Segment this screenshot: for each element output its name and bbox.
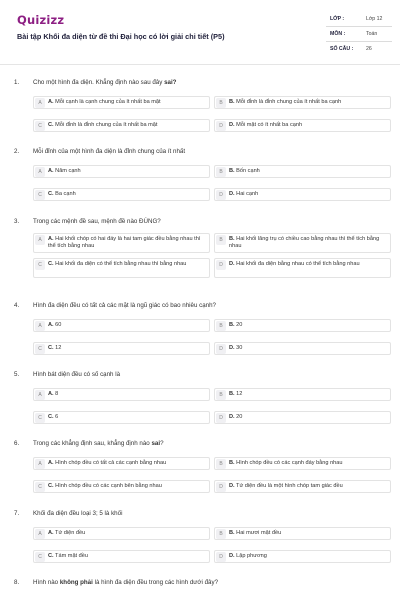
option-label: B.: [229, 236, 235, 242]
answer-option-a[interactable]: [33, 527, 210, 540]
answer-option-a[interactable]: [33, 233, 210, 253]
option-label: A.: [48, 99, 54, 105]
option-letter-badge: C: [35, 482, 45, 492]
option-letter-badge: A: [35, 459, 45, 469]
option-letter-badge: A: [35, 529, 45, 539]
meta-class: [326, 12, 392, 26]
option-letter-badge: A: [35, 167, 45, 177]
option-letter-badge: C: [35, 413, 45, 423]
option-body: Tứ diện đều: [55, 530, 86, 536]
option-body: Tám mặt đều: [55, 553, 89, 559]
option-letter-badge: C: [35, 552, 45, 562]
option-body: 6: [55, 414, 59, 420]
question-number: 3.: [14, 218, 20, 225]
question-text-part: Khối đa diện đều loại 3; 5 là khối: [33, 510, 123, 517]
option-body: Năm cạnh: [55, 168, 81, 174]
answer-option-c[interactable]: [33, 258, 210, 278]
question-text-part: Hình nào: [33, 579, 60, 586]
question-text-part: Hình đa diện đều có tất cả các mặt là ngũ giác có bao nhiêu cạnh?: [33, 302, 216, 309]
option-letter-badge: D: [216, 552, 226, 562]
answer-option-b[interactable]: [214, 527, 391, 540]
option-text: [48, 322, 205, 329]
option-text: [229, 530, 386, 537]
answer-option-a[interactable]: [33, 319, 210, 332]
option-body: Mỗi mặt có ít nhất ba cạnh: [236, 122, 303, 128]
meta-count: [326, 42, 392, 56]
option-label: C.: [48, 191, 54, 197]
question-number: 8.: [14, 579, 20, 586]
answer-option-a[interactable]: [33, 165, 210, 178]
option-text: [229, 261, 386, 268]
option-label: B.: [229, 530, 235, 536]
meta-count-label: SỐ CÂU :: [330, 46, 354, 52]
option-letter-badge: B: [216, 390, 226, 400]
option-text: [48, 191, 205, 198]
option-label: B.: [229, 460, 235, 466]
answer-option-d[interactable]: [214, 258, 391, 278]
option-text: [229, 414, 386, 421]
option-text: [48, 122, 205, 129]
answer-option-b[interactable]: [214, 165, 391, 178]
option-letter-badge: C: [35, 121, 45, 131]
option-label: A.: [48, 460, 54, 466]
option-letter-badge: A: [35, 390, 45, 400]
question-text-part: Hình bát diện đều có số cạnh là: [33, 371, 121, 378]
option-letter-badge: D: [216, 260, 226, 270]
option-letter-badge: B: [216, 235, 226, 245]
answer-option-c[interactable]: [33, 480, 210, 493]
answer-option-a[interactable]: [33, 388, 210, 401]
option-label: B.: [229, 99, 235, 105]
question-number: 5.: [14, 371, 20, 378]
answer-option-b[interactable]: [214, 457, 391, 470]
option-text: [48, 414, 205, 421]
answer-option-d[interactable]: [214, 480, 391, 493]
option-text: [229, 99, 386, 106]
option-label: A.: [48, 236, 54, 242]
meta-subject: [326, 27, 392, 41]
option-text: [229, 345, 386, 352]
meta-class-label: LỚP :: [330, 16, 345, 22]
option-body: 12: [55, 345, 62, 351]
option-text: [48, 483, 205, 490]
option-letter-badge: C: [35, 190, 45, 200]
question-text-part: là hình đa diện đều trong các hình dưới đây?: [92, 579, 219, 586]
option-label: D.: [229, 553, 235, 559]
option-body: Bốn cạnh: [236, 168, 260, 174]
answer-option-c[interactable]: [33, 188, 210, 201]
option-letter-badge: D: [216, 413, 226, 423]
question-text: [33, 302, 216, 309]
divider: [0, 64, 400, 65]
question-text-part: Trong các khẳng định sau, khẳng định nào: [33, 440, 152, 447]
option-body: Mỗi cạnh là cạnh chung của ít nhất ba mặt: [55, 99, 161, 105]
meta-subject-value: Toán: [366, 31, 378, 37]
option-text: [229, 483, 386, 490]
option-text: [229, 236, 386, 251]
answer-option-c[interactable]: [33, 550, 210, 563]
question-text-part: ?: [160, 440, 164, 447]
meta-class-value: Lớp 12: [366, 16, 383, 22]
option-label: A.: [48, 530, 54, 536]
answer-option-d[interactable]: [214, 119, 391, 132]
option-label: B.: [229, 168, 235, 174]
option-letter-badge: D: [216, 190, 226, 200]
option-letter-badge: B: [216, 459, 226, 469]
answer-option-d[interactable]: [214, 188, 391, 201]
option-body: Hai mươi mặt đều: [236, 530, 282, 536]
answer-option-c[interactable]: [33, 411, 210, 424]
option-label: C.: [48, 414, 54, 420]
question-text-emphasis: không phải: [59, 579, 93, 586]
question-text-part: Mỗi đỉnh của một hình đa diện là đỉnh chung của ít nhất: [33, 148, 186, 155]
question-text-emphasis: sai?: [164, 79, 177, 86]
option-body: Hai khối chóp có hai đáy là hai tam giác đều bằng nhau thì thể tích bằng nhau: [48, 236, 201, 250]
question-text: [33, 371, 120, 378]
option-text: [48, 553, 205, 560]
option-text: [229, 191, 386, 198]
option-text: [48, 236, 205, 251]
question-text: [33, 579, 218, 586]
option-body: Hai khối lăng trụ có chiều cao bằng nhau thì thể tích bằng nhau: [229, 236, 380, 250]
option-text: [48, 168, 205, 175]
option-body: 20: [236, 322, 243, 328]
answer-option-b[interactable]: [214, 233, 391, 253]
option-text: [229, 122, 386, 129]
answer-option-d[interactable]: [214, 550, 391, 563]
option-body: Lập phương: [236, 553, 267, 559]
meta-subject-label: MÔN :: [330, 31, 346, 37]
answer-option-a[interactable]: [33, 96, 210, 109]
option-label: C.: [48, 261, 54, 267]
option-body: Ba cạnh: [55, 191, 76, 197]
option-text: [48, 460, 205, 467]
option-letter-badge: B: [216, 321, 226, 331]
meta-box: [326, 12, 392, 57]
option-letter-badge: C: [35, 260, 45, 270]
option-label: A.: [48, 391, 54, 397]
question-text: [33, 440, 164, 447]
option-letter-badge: A: [35, 321, 45, 331]
option-text: [229, 391, 386, 398]
option-label: D.: [229, 122, 235, 128]
option-label: D.: [229, 261, 235, 267]
question-number: 1.: [14, 79, 20, 86]
option-text: [229, 553, 386, 560]
option-label: C.: [48, 483, 54, 489]
answer-option-b[interactable]: [214, 388, 391, 401]
option-text: [229, 322, 386, 329]
option-letter-badge: D: [216, 344, 226, 354]
option-label: B.: [229, 391, 235, 397]
option-body: 8: [55, 391, 59, 397]
option-label: D.: [229, 414, 235, 420]
option-text: [48, 530, 205, 537]
answer-option-d[interactable]: [214, 342, 391, 355]
option-body: 30: [236, 345, 243, 351]
option-letter-badge: B: [216, 167, 226, 177]
answer-option-a[interactable]: [33, 457, 210, 470]
option-body: 12: [236, 391, 243, 397]
option-letter-badge: D: [216, 121, 226, 131]
question-text: [33, 218, 161, 225]
question-text: [33, 510, 122, 517]
option-body: Mỗi đỉnh là đỉnh chung của ít nhất ba cạnh: [236, 99, 342, 105]
option-label: C.: [48, 345, 54, 351]
option-letter-badge: A: [35, 98, 45, 108]
question-text: [33, 79, 176, 86]
question-number: 2.: [14, 148, 20, 155]
option-body: Hai khối đa diện có thể tích bằng nhau thì bằng nhau: [55, 261, 187, 267]
option-letter-badge: D: [216, 482, 226, 492]
option-label: C.: [48, 553, 54, 559]
meta-count-value: 26: [366, 46, 372, 52]
option-letter-badge: B: [216, 98, 226, 108]
option-body: Hai cạnh: [236, 191, 259, 197]
question-text: [33, 148, 185, 155]
option-body: Hình chóp đều có các cạnh bên bằng nhau: [55, 483, 162, 489]
option-label: D.: [229, 191, 235, 197]
option-text: [48, 261, 205, 268]
question-number: 6.: [14, 440, 20, 447]
option-text: [229, 460, 386, 467]
option-label: D.: [229, 345, 235, 351]
option-letter-badge: C: [35, 344, 45, 354]
option-body: 20: [236, 414, 243, 420]
option-text: [48, 345, 205, 352]
option-label: A.: [48, 322, 54, 328]
question-number: 7.: [14, 510, 20, 517]
option-body: Mỗi đỉnh là đỉnh chung của ít nhất ba mặt: [55, 122, 158, 128]
option-text: [48, 391, 205, 398]
answer-option-c[interactable]: [33, 342, 210, 355]
option-label: A.: [48, 168, 54, 174]
question-text-emphasis: sai: [151, 440, 161, 447]
option-letter-badge: A: [35, 235, 45, 245]
option-body: Hình chóp đều có tất cả các cạnh bằng nhau: [55, 460, 167, 466]
option-text: [229, 168, 386, 175]
brand-logo: Quizizz: [17, 13, 65, 27]
option-body: Tứ diện đều là một hình chóp tam giác đều: [236, 483, 343, 489]
question-text-part: Trong các mệnh đề sau, mệnh đề nào ĐÚNG?: [33, 218, 161, 225]
option-text: [48, 99, 205, 106]
option-body: Hai khối đa diện bằng nhau có thể tích bằng nhau: [236, 261, 360, 267]
answer-option-b[interactable]: [214, 96, 391, 109]
option-label: B.: [229, 322, 235, 328]
option-body: Hình chóp đều có các cạnh đáy bằng nhau: [236, 460, 343, 466]
page-title: Bài tập Khối đa diện từ đề thi Đại học có lời giải chi tiết (P5): [17, 32, 225, 41]
option-letter-badge: B: [216, 529, 226, 539]
option-label: C.: [48, 122, 54, 128]
answer-option-c[interactable]: [33, 119, 210, 132]
answer-option-d[interactable]: [214, 411, 391, 424]
option-label: D.: [229, 483, 235, 489]
option-body: 60: [55, 322, 62, 328]
question-number: 4.: [14, 302, 20, 309]
answer-option-b[interactable]: [214, 319, 391, 332]
question-text-part: Cho một hình đa diện. Khẳng định nào sau đây: [33, 79, 165, 86]
